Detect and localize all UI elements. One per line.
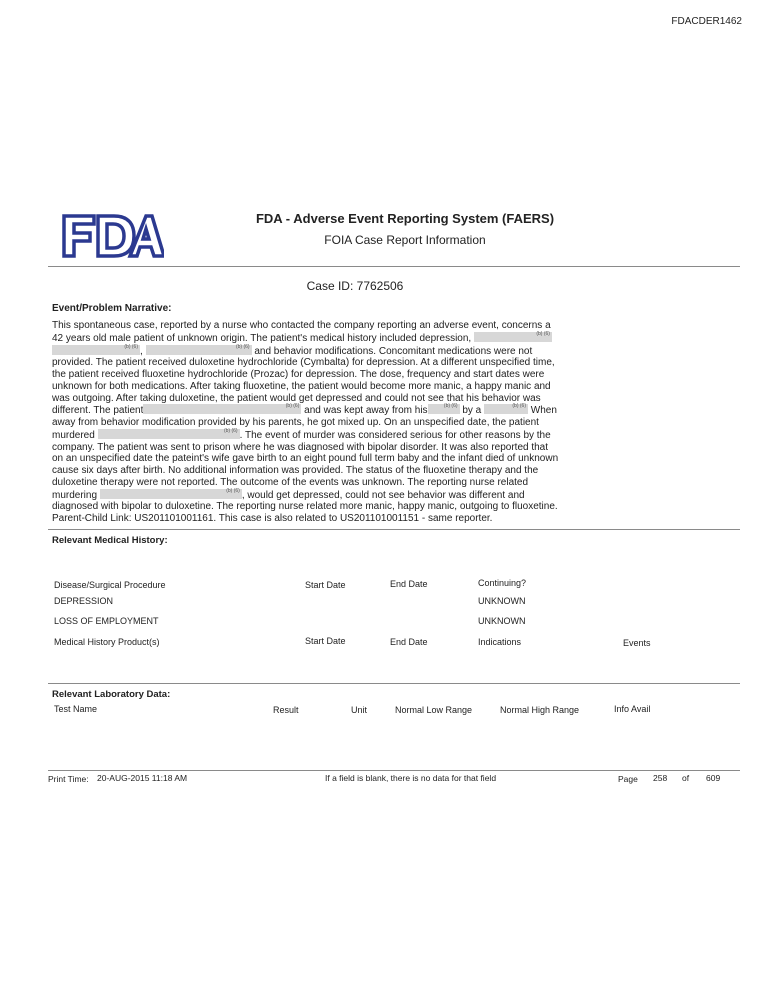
col-header-test-name: Test Name — [54, 704, 98, 714]
lab-data-heading: Relevant Laboratory Data: — [52, 689, 171, 700]
narrative-line: the patient received fluoxetine hydrochloride (Prozac) for depression. The dose, frequency and start dates were — [52, 369, 545, 380]
narrative-line: 42 years old male patient of unknown origin. The patient's medical history included depression, (b) (6) — [52, 332, 604, 345]
page-total: 609 — [706, 773, 721, 783]
redaction-box — [52, 345, 140, 355]
medical-history-heading: Relevant Medical History: — [52, 535, 168, 546]
col-header-end-date: End Date — [390, 579, 428, 589]
page-label: Page — [618, 774, 638, 784]
page-number: 258 — [653, 773, 668, 783]
event-narrative — [52, 320, 604, 525]
narrative-line: Parent-Child Link: US201101001161. This case is also related to US201101001151 - same reporter. — [52, 513, 493, 524]
history-continuing-2: UNKNOWN — [478, 616, 526, 626]
print-time-label: Print Time: — [48, 774, 89, 784]
case-id: Case ID: 7762506 — [306, 279, 404, 293]
report-subtitle: FOIA Case Report Information — [324, 233, 486, 247]
narrative-line: provided. The patient received duloxetine hydrochloride (Cymbalta) for depression. At a different unspecified time, — [52, 357, 555, 369]
narrative-divider — [48, 529, 740, 530]
narrative-line: cause six days after birth. No additional information was provided. The status of the fluoxetine therapy and the — [52, 465, 539, 476]
narrative-line: This spontaneous case, reported by a nurse who contacted the company reporting an adverse event, concerns a — [52, 320, 551, 331]
document-id: FDACDER1462 — [671, 16, 742, 27]
of-label: of — [682, 773, 690, 783]
redaction-box — [474, 332, 552, 342]
narrative-line: on an unspecified date the pateint's wife gave birth to an eight pound full term baby and the infant died of unknown — [52, 453, 559, 465]
history-continuing-1: UNKNOWN — [478, 596, 526, 606]
col-header-normal-high: Normal High Range — [500, 705, 580, 715]
col-header-continuing: Continuing? — [478, 578, 527, 588]
redaction-box — [146, 345, 252, 355]
narrative-line: was outgoing. After taking duloxetine, the patient would get depressed and could not see that his behavior was — [52, 392, 541, 404]
col-header-unit: Unit — [351, 705, 368, 715]
print-time-value: 20-AUG-2015 11:18 AM — [97, 773, 188, 783]
report-title: FDA - Adverse Event Reporting System (FAERS) — [255, 211, 555, 226]
narrative-line: unknown for both medications. After taking fluoxetine, the patient would become more manic, a happy manic and — [52, 380, 551, 392]
narrative-line: away from behavior modification provided by his parents, he got mixed up. On an unspecified date, the patient — [52, 417, 539, 428]
narrative-line: diagnosed with bipolar to duloxetine. The reporting nurse related more manic, happy manic, outgoing to fluoxetine. — [52, 501, 558, 513]
col-header-end-date-2: End Date — [390, 637, 428, 647]
redaction-box — [98, 429, 240, 439]
blank-field-note: If a field is blank, there is no data for that field — [325, 773, 497, 783]
narrative-line: duloxetine therapy were not reported. The outcome of the events was unknown. The reporting nurse related — [52, 476, 529, 488]
redaction-box — [484, 404, 528, 414]
narrative-line: different. The patient(b) (6) and was kept away from his(b) (6) by a (b) (6) When — [52, 404, 604, 417]
narrative-line: murdering (b) (6) , would get depressed, could not see behavior was different and — [52, 489, 604, 502]
col-header-start-date-2: Start Date — [305, 636, 346, 646]
col-header-normal-low: Normal Low Range — [395, 705, 473, 715]
col-header-product: Medical History Product(s) — [54, 637, 160, 647]
col-header-events: Events — [623, 638, 651, 648]
col-header-info-avail: Info Avail — [614, 704, 651, 714]
redaction-box — [143, 404, 301, 414]
narrative-heading: Event/Problem Narrative: — [52, 303, 172, 314]
narrative-line: (b) (6), (b) (6) and behavior modifications. Concomitant medications were not — [52, 345, 604, 358]
history-procedure-2: LOSS OF EMPLOYMENT — [54, 616, 159, 626]
history-divider — [48, 683, 740, 684]
col-header-result: Result — [273, 705, 299, 715]
header-divider — [48, 266, 740, 267]
redaction-box — [100, 489, 242, 499]
narrative-line: company. The patient was sent to prison where he was diagnosed with bipolar disorder. It was also reported that — [52, 441, 549, 453]
narrative-line: murdered (b) (6) . The event of murder was considered serious for other reasons by the — [52, 429, 604, 442]
footer-divider — [48, 770, 740, 771]
col-header-start-date: Start Date — [305, 580, 346, 590]
col-header-procedure: Disease/Surgical Procedure — [54, 580, 166, 590]
fda-logo — [60, 212, 164, 260]
redaction-box — [428, 404, 460, 414]
history-procedure-1: DEPRESSION — [54, 596, 114, 606]
col-header-indications: Indications — [478, 637, 522, 647]
